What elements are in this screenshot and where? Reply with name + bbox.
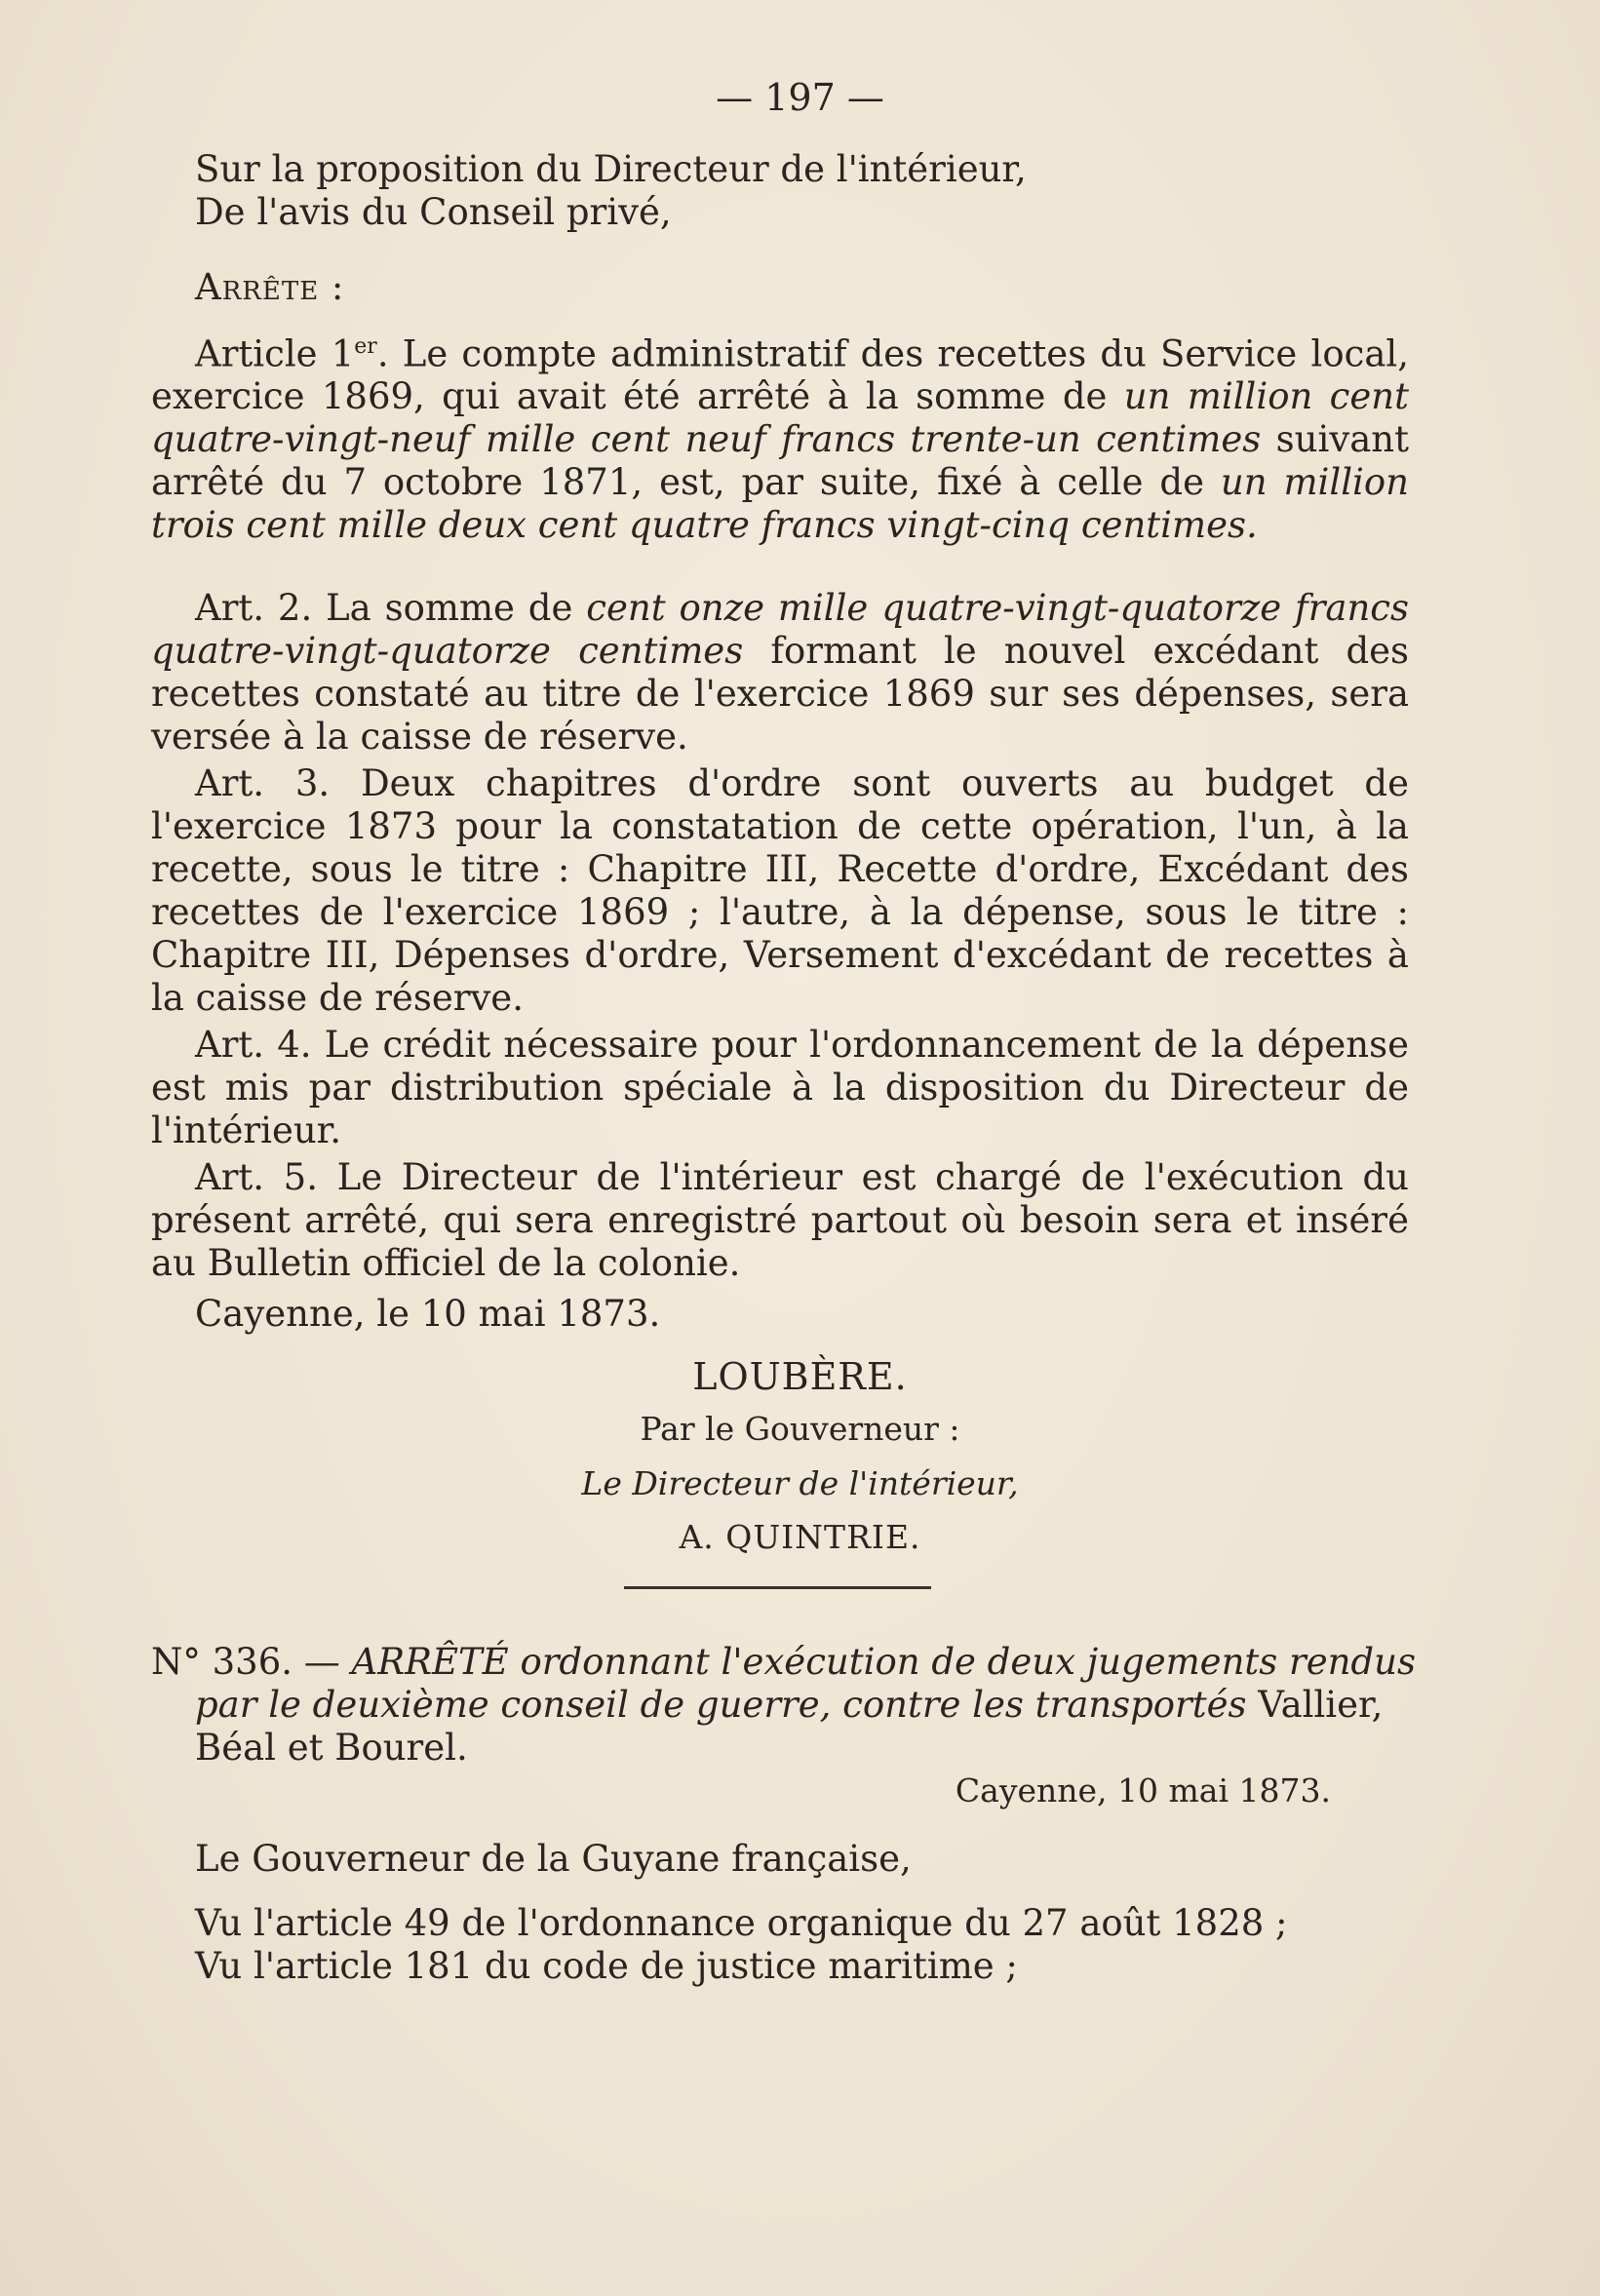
article-5: Art. 5. Le Directeur de l'intérieur est chargé de l'exécution du présent arrêté, qui sera enregistré partout où besoin sera et inséré au Bulletin officiel de la colonie. xyxy=(151,1156,1409,1284)
article-1 xyxy=(151,326,1409,547)
director-title: Le Directeur de l'intérieur, xyxy=(581,1464,1019,1502)
article-2-text-1: Art. 2. La somme de xyxy=(195,587,587,629)
page-number: — 197 — xyxy=(716,76,884,119)
vu-line-1: Vu l'article 49 de l'ordonnance organique du 27 août 1828 ; xyxy=(195,1902,1288,1944)
preamble-line-2: De l'avis du Conseil privé, xyxy=(195,191,672,233)
article-2 xyxy=(151,587,1409,759)
act-336-heading xyxy=(151,1641,1453,1770)
preamble-line-1: Sur la proposition du Directeur de l'intérieur, xyxy=(195,148,1027,190)
par-le-gouverneur: Par le Gouverneur : xyxy=(640,1410,960,1448)
gouverneur-line: Le Gouverneur de la Guyane française, xyxy=(195,1838,912,1880)
article-1-amount-2: un million trois cent mille deux cent quatre francs vingt-cinq centimes. xyxy=(151,461,1409,547)
article-1-text-2: suivant arrêté du 7 octobre 1871, est, par suite, fixé à celle de xyxy=(151,418,1409,504)
article-2-text-2: formant le nouvel excédant des recettes constaté au titre de l'exercice 1869 sur ses dépenses, sera versée à la caisse de réserve. xyxy=(151,630,1410,758)
closing-date: Cayenne, le 10 mai 1873. xyxy=(195,1293,661,1335)
act-336-title-names: Vallier, Béal et Bourel. xyxy=(195,1684,1384,1769)
article-1-label: Article 1 xyxy=(195,332,355,375)
article-4: Art. 4. Le crédit nécessaire pour l'ordonnancement de la dépense est mis par distribution spéciale à la disposition du Directeur de l'intérieur. xyxy=(151,1024,1409,1151)
article-2-amount: cent onze mille quatre-vingt-quatorze francs quatre-vingt-quatorze centimes xyxy=(151,587,1410,672)
section-divider xyxy=(624,1586,931,1589)
signer-name: LOUBÈRE. xyxy=(692,1355,908,1398)
act-336-number: N° 336. — xyxy=(151,1641,352,1683)
act-336-title: ARRÊTÉ ordonnant l'exécution de deux jugements rendus par le deuxième conseil de guerre, contre les transportés xyxy=(195,1641,1416,1726)
act-336-dateline: Cayenne, 10 mai 1873. xyxy=(955,1771,1331,1810)
article-1-sup: er xyxy=(354,334,377,359)
article-3: Art. 3. Deux chapitres d'ordre sont ouverts au budget de l'exercice 1873 pour la constatation de cette opération, l'un, à la recette, sous le titre : Chapitre III, Recette d'ordre, Excédant des recettes de l'exercice 1869 ; l'autre, à la dépense, sous le titre : Chapitre III, Dépenses d'ordre, Versement d'excédant de recettes à la caisse de réserve. xyxy=(151,762,1409,1019)
director-name: A. QUINTRIE. xyxy=(679,1518,921,1556)
vu-line-2: Vu l'article 181 du code de justice maritime ; xyxy=(195,1945,1018,1987)
arrete-heading: Arrête : xyxy=(195,266,345,308)
article-1-amount-1: un million cent quatre-vingt-neuf mille cent neuf francs trente-un centimes xyxy=(151,375,1409,461)
article-1-text-1: . Le compte administratif des recettes du Service local, exercice 1869, qui avait été arrêté à la somme de xyxy=(151,332,1409,418)
